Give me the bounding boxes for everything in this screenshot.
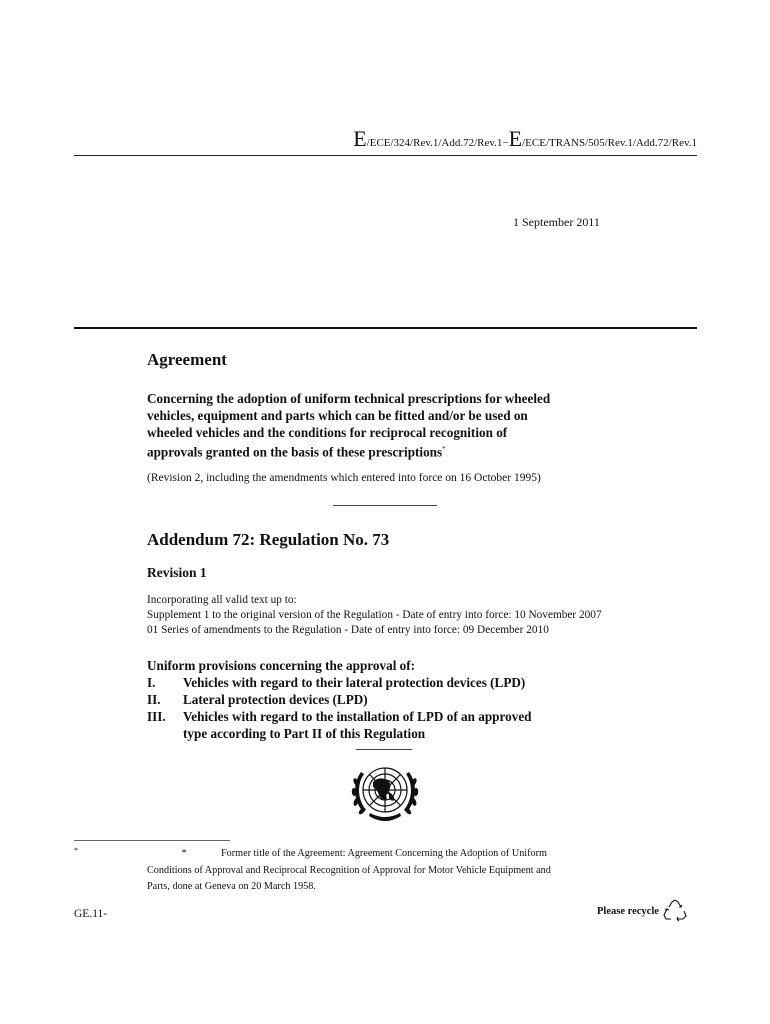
header-rule [74,155,697,156]
title-rule [74,327,697,329]
uniform-provisions [147,657,667,742]
footnote-line: Parts, done at Geneva on 20 March 1958. [147,881,316,892]
footnote-line: Conditions of Approval and Reciprocal Recognition of Approval for Motor Vehicle Equipment and [147,864,551,876]
provision-item [147,674,667,691]
concerning-line: vehicles, equipment and parts which can be fitted and/or be used on [147,408,528,423]
symbol-prefix-1: E [353,126,367,151]
incorporating-block [147,593,602,638]
revision-heading: Revision 1 [147,565,207,580]
concerning-line-text: approvals granted on the basis of these prescriptions [147,444,443,460]
provision-number: I. [147,675,156,690]
recycle-label: Please recycle [597,906,659,917]
section-divider [333,505,437,506]
footnote-rule [74,840,230,841]
job-number: GE.11- [74,908,108,920]
incorporating-line: Incorporating all valid text up to: [147,594,297,606]
footnote-star: * [181,848,187,859]
provision-number: II. [147,692,161,707]
footnote-marker: * [74,846,78,855]
agreement-heading: Agreement [147,350,227,369]
revision-note: (Revision 2, including the amendments which entered into force on 16 October 1995) [147,472,541,484]
symbol-rest-1: /ECE/324/Rev.1/Add.72/Rev.1 [366,137,503,149]
footnote [147,846,617,896]
document-date: 1 September 2011 [513,215,600,229]
un-emblem-icon [343,758,427,828]
concerning-line [147,441,637,460]
recycle-notice [597,898,688,925]
footnote-line [147,846,617,863]
footnote-text: Former title of the Agreement: Agreement Concerning the Adoption of Uniform [221,848,547,859]
incorporating-line: Supplement 1 to the original version of the Regulation - Date of entry into force: 10 November 2007 [147,609,602,621]
addendum-title: Addendum 72: Regulation No. 73 [147,530,390,549]
provision-continuation: type according to Part II of this Regulation [183,726,426,741]
recycle-icon [662,898,688,925]
un-emblem-graphic [343,758,427,828]
symbol-separator: − [502,137,509,149]
emblem-divider [356,749,412,750]
symbol-rest-2: /ECE/TRANS/505/Rev.1/Add.72/Rev.1 [522,137,697,149]
concerning-line: wheeled vehicles and the conditions for reciprocal recognition of [147,425,508,440]
document-symbol [74,126,697,152]
concerning-line: Concerning the adoption of uniform technical prescriptions for wheeled [147,391,551,406]
agreement-concerning [147,390,637,460]
provision-text: Vehicles with regard to the installation of LPD of an approved [183,709,532,724]
footnote-reference[interactable]: * [442,445,446,453]
provision-text: Vehicles with regard to their lateral protection devices (LPD) [183,675,526,690]
provision-number: III. [147,709,166,724]
provision-text: Lateral protection devices (LPD) [183,692,368,707]
recycle-graphic [662,898,688,922]
provision-item [147,708,667,725]
symbol-prefix-2: E [508,126,523,151]
incorporating-line: 01 Series of amendments to the Regulation - Date of entry into force: 09 December 2010 [147,624,549,636]
provision-item [147,691,667,708]
uniform-intro: Uniform provisions concerning the approval of: [147,658,416,673]
